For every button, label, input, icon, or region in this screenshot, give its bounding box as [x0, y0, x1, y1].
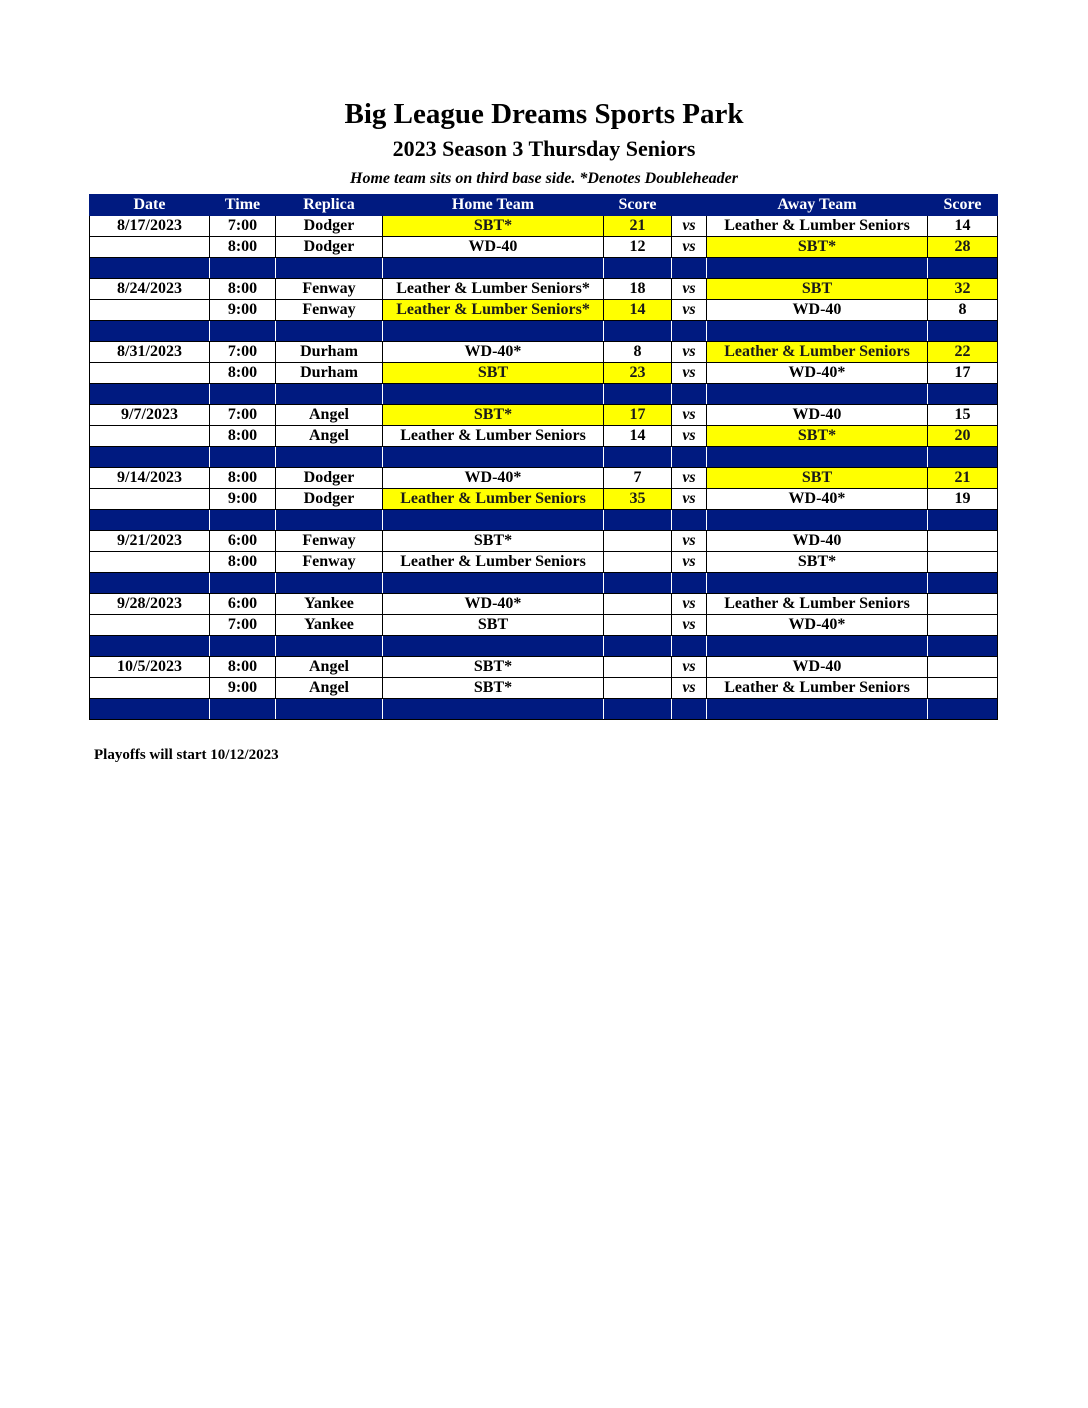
separator-cell [604, 636, 672, 657]
away-team: SBT [707, 468, 928, 489]
away-team: WD-40* [707, 363, 928, 384]
separator-cell [672, 636, 707, 657]
home-score: 23 [604, 363, 672, 384]
game-field: Dodger [276, 237, 383, 258]
separator-cell [276, 447, 383, 468]
table-row [90, 216, 998, 237]
away-score: 15 [928, 405, 998, 426]
page-subtitle: 2023 Season 3 Thursday Seniors [392, 136, 696, 161]
home-team: WD-40* [383, 342, 604, 363]
separator-cell [604, 699, 672, 720]
home-team: SBT* [383, 216, 604, 237]
vs-label: vs [672, 594, 707, 615]
home-score [604, 678, 672, 699]
separator-cell [90, 258, 210, 279]
table-row [90, 279, 998, 300]
separator-cell [928, 447, 998, 468]
separator-cell [928, 384, 998, 405]
away-team: WD-40 [707, 300, 928, 321]
table-row [90, 342, 998, 363]
table-row [90, 594, 998, 615]
schedule-body [90, 216, 998, 720]
game-time: 7:00 [210, 405, 276, 426]
home-team: Leather & Lumber Seniors* [383, 300, 604, 321]
vs-label: vs [672, 342, 707, 363]
separator-cell [707, 636, 928, 657]
separator-cell [383, 321, 604, 342]
home-score: 14 [604, 300, 672, 321]
home-score: 17 [604, 405, 672, 426]
home-score: 18 [604, 279, 672, 300]
separator-cell [604, 321, 672, 342]
week-separator-row [90, 258, 998, 279]
away-team: Leather & Lumber Seniors [707, 678, 928, 699]
game-time: 8:00 [210, 279, 276, 300]
vs-label: vs [672, 237, 707, 258]
vs-label: vs [672, 426, 707, 447]
separator-cell [672, 699, 707, 720]
table-row [90, 300, 998, 321]
game-time: 9:00 [210, 489, 276, 510]
away-score [928, 552, 998, 573]
separator-cell [383, 636, 604, 657]
game-time: 7:00 [210, 615, 276, 636]
game-date: 9/28/2023 [90, 594, 210, 615]
game-field: Durham [276, 363, 383, 384]
week-separator-row [90, 573, 998, 594]
game-date: 8/31/2023 [90, 342, 210, 363]
game-field: Fenway [276, 300, 383, 321]
away-score [928, 657, 998, 678]
away-score [928, 594, 998, 615]
separator-cell [210, 447, 276, 468]
separator-cell [383, 447, 604, 468]
separator-cell [672, 258, 707, 279]
away-score: 28 [928, 237, 998, 258]
home-team: Leather & Lumber Seniors* [383, 279, 604, 300]
table-row [90, 426, 998, 447]
game-date [90, 237, 210, 258]
table-row [90, 657, 998, 678]
game-field: Angel [276, 426, 383, 447]
away-score [928, 615, 998, 636]
column-header: Score [604, 195, 672, 216]
game-date [90, 300, 210, 321]
game-field: Dodger [276, 216, 383, 237]
separator-cell [383, 573, 604, 594]
separator-cell [90, 447, 210, 468]
table-row [90, 237, 998, 258]
separator-cell [276, 258, 383, 279]
away-team: SBT* [707, 552, 928, 573]
separator-cell [707, 573, 928, 594]
column-header: Home Team [383, 195, 604, 216]
game-time: 8:00 [210, 237, 276, 258]
home-score [604, 531, 672, 552]
separator-cell [928, 510, 998, 531]
game-field: Angel [276, 678, 383, 699]
separator-cell [90, 510, 210, 531]
game-date [90, 615, 210, 636]
home-team: SBT* [383, 531, 604, 552]
separator-cell [604, 573, 672, 594]
away-score: 20 [928, 426, 998, 447]
game-time: 8:00 [210, 363, 276, 384]
page-title: Big League Dreams Sports Park [344, 98, 744, 130]
separator-cell [672, 447, 707, 468]
table-row [90, 489, 998, 510]
separator-cell [604, 510, 672, 531]
table-row [90, 363, 998, 384]
separator-cell [90, 699, 210, 720]
separator-cell [210, 636, 276, 657]
game-date [90, 363, 210, 384]
column-header: Replica [276, 195, 383, 216]
game-date: 10/5/2023 [90, 657, 210, 678]
separator-cell [707, 510, 928, 531]
separator-cell [672, 510, 707, 531]
separator-cell [604, 258, 672, 279]
column-header: Away Team [707, 195, 928, 216]
game-date [90, 552, 210, 573]
vs-label: vs [672, 657, 707, 678]
game-date: 9/7/2023 [90, 405, 210, 426]
vs-label: vs [672, 468, 707, 489]
separator-cell [928, 699, 998, 720]
away-score [928, 678, 998, 699]
away-team: SBT* [707, 426, 928, 447]
separator-cell [928, 258, 998, 279]
schedule-note: Home team sits on third base side. *Denotes Doubleheader [350, 170, 738, 187]
separator-cell [672, 321, 707, 342]
home-score: 35 [604, 489, 672, 510]
separator-cell [276, 384, 383, 405]
column-header [672, 195, 707, 216]
table-header-row [90, 195, 998, 216]
home-team: WD-40 [383, 237, 604, 258]
vs-label: vs [672, 489, 707, 510]
separator-cell [90, 384, 210, 405]
separator-cell [604, 447, 672, 468]
home-team: SBT* [383, 678, 604, 699]
separator-cell [276, 699, 383, 720]
separator-cell [707, 258, 928, 279]
table-row [90, 678, 998, 699]
separator-cell [928, 636, 998, 657]
game-time: 6:00 [210, 594, 276, 615]
separator-cell [210, 699, 276, 720]
vs-label: vs [672, 678, 707, 699]
vs-label: vs [672, 279, 707, 300]
home-score: 7 [604, 468, 672, 489]
away-score: 14 [928, 216, 998, 237]
separator-cell [210, 573, 276, 594]
game-time: 7:00 [210, 342, 276, 363]
vs-label: vs [672, 300, 707, 321]
column-header: Date [90, 195, 210, 216]
home-team: Leather & Lumber Seniors [383, 426, 604, 447]
week-separator-row [90, 384, 998, 405]
game-time: 8:00 [210, 468, 276, 489]
separator-cell [210, 384, 276, 405]
column-header: Score [928, 195, 998, 216]
home-score [604, 552, 672, 573]
away-score: 8 [928, 300, 998, 321]
away-team: WD-40* [707, 489, 928, 510]
away-team: Leather & Lumber Seniors [707, 342, 928, 363]
vs-label: vs [672, 615, 707, 636]
game-field: Fenway [276, 531, 383, 552]
vs-label: vs [672, 363, 707, 384]
separator-cell [604, 384, 672, 405]
separator-cell [707, 699, 928, 720]
vs-label: vs [672, 531, 707, 552]
vs-label: vs [672, 405, 707, 426]
away-score: 22 [928, 342, 998, 363]
game-time: 7:00 [210, 216, 276, 237]
home-team: Leather & Lumber Seniors [383, 552, 604, 573]
separator-cell [672, 573, 707, 594]
home-score: 21 [604, 216, 672, 237]
separator-cell [276, 321, 383, 342]
game-field: Dodger [276, 468, 383, 489]
separator-cell [707, 321, 928, 342]
week-separator-row [90, 510, 998, 531]
home-score: 8 [604, 342, 672, 363]
playoffs-note: Playoffs will start 10/12/2023 [94, 747, 279, 763]
game-time: 8:00 [210, 426, 276, 447]
game-date: 8/17/2023 [90, 216, 210, 237]
table-row [90, 405, 998, 426]
away-team: Leather & Lumber Seniors [707, 216, 928, 237]
separator-cell [90, 573, 210, 594]
separator-cell [707, 447, 928, 468]
separator-cell [383, 258, 604, 279]
week-separator-row [90, 636, 998, 657]
vs-label: vs [672, 216, 707, 237]
home-team: SBT* [383, 405, 604, 426]
away-team: WD-40 [707, 405, 928, 426]
separator-cell [276, 510, 383, 531]
home-team: WD-40* [383, 468, 604, 489]
week-separator-row [90, 699, 998, 720]
game-field: Durham [276, 342, 383, 363]
game-date [90, 426, 210, 447]
home-score [604, 657, 672, 678]
away-score: 21 [928, 468, 998, 489]
table-row [90, 552, 998, 573]
home-team: SBT [383, 615, 604, 636]
game-date [90, 489, 210, 510]
game-date [90, 678, 210, 699]
away-score: 17 [928, 363, 998, 384]
vs-label: vs [672, 552, 707, 573]
away-score: 19 [928, 489, 998, 510]
away-team: SBT* [707, 237, 928, 258]
home-score [604, 615, 672, 636]
away-team: Leather & Lumber Seniors [707, 594, 928, 615]
game-date: 9/21/2023 [90, 531, 210, 552]
game-field: Angel [276, 405, 383, 426]
separator-cell [276, 636, 383, 657]
game-field: Yankee [276, 615, 383, 636]
game-time: 9:00 [210, 300, 276, 321]
game-time: 8:00 [210, 552, 276, 573]
separator-cell [210, 258, 276, 279]
separator-cell [928, 321, 998, 342]
home-team: SBT* [383, 657, 604, 678]
table-row [90, 615, 998, 636]
week-separator-row [90, 321, 998, 342]
game-date: 8/24/2023 [90, 279, 210, 300]
game-time: 9:00 [210, 678, 276, 699]
game-field: Fenway [276, 279, 383, 300]
game-date: 9/14/2023 [90, 468, 210, 489]
column-header: Time [210, 195, 276, 216]
separator-cell [276, 573, 383, 594]
game-time: 6:00 [210, 531, 276, 552]
home-team: Leather & Lumber Seniors [383, 489, 604, 510]
separator-cell [90, 636, 210, 657]
game-field: Fenway [276, 552, 383, 573]
table-row [90, 468, 998, 489]
home-team: WD-40* [383, 594, 604, 615]
home-team: SBT [383, 363, 604, 384]
away-team: WD-40 [707, 657, 928, 678]
game-field: Angel [276, 657, 383, 678]
schedule-table [89, 194, 998, 720]
away-team: WD-40* [707, 615, 928, 636]
game-time: 8:00 [210, 657, 276, 678]
separator-cell [383, 384, 604, 405]
separator-cell [90, 321, 210, 342]
separator-cell [210, 321, 276, 342]
separator-cell [707, 384, 928, 405]
away-team: WD-40 [707, 531, 928, 552]
separator-cell [928, 573, 998, 594]
separator-cell [672, 384, 707, 405]
home-score [604, 594, 672, 615]
game-field: Dodger [276, 489, 383, 510]
separator-cell [383, 510, 604, 531]
table-row [90, 531, 998, 552]
home-score: 12 [604, 237, 672, 258]
away-score [928, 531, 998, 552]
separator-cell [210, 510, 276, 531]
week-separator-row [90, 447, 998, 468]
away-team: SBT [707, 279, 928, 300]
game-field: Yankee [276, 594, 383, 615]
away-score: 32 [928, 279, 998, 300]
separator-cell [383, 699, 604, 720]
home-score: 14 [604, 426, 672, 447]
